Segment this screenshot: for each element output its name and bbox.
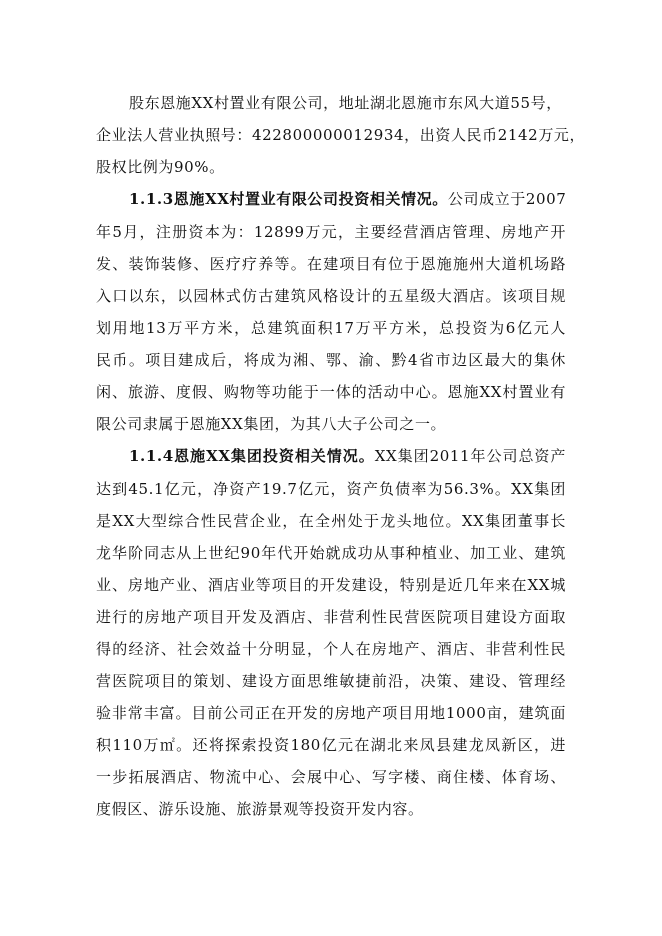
section-1-1-3-line: 划用地13万平方米，总建筑面积17万平方米，总投资为6亿元人 [96, 319, 566, 337]
section-1-1-4-line: 达到45.1亿元，净资产19.7亿元，资产负债率为56.3%。XX集团 [96, 480, 566, 498]
section-1-1-4-line: 得的经济、社会效益十分明显，个人在房地产、酒店、非营利性民 [96, 640, 566, 658]
section-1-1-3-line: 民币。项目建成后，将成为湘、鄂、渝、黔4省市边区最大的集休 [96, 351, 566, 369]
section-1-1-3-first-line-rest: 公司成立于2007 [447, 190, 567, 208]
section-1-1-4-line: 龙华阶同志从上世纪90年代开始就成功从事种植业、加工业、建筑 [96, 544, 566, 562]
section-1-1-4-heading: 1.1.4恩施XX集团投资相关情况。 [129, 447, 375, 465]
shareholder-line-2: 企业法人营业执照号：422800000012934，出资人民币2142万元， [96, 126, 586, 144]
section-1-1-4-line: 一步拓展酒店、物流中心、会展中心、写字楼、商住楼、体育场、 [96, 768, 566, 786]
section-1-1-3-line: 闲、旅游、度假、购物等功能于一体的活动中心。恩施XX村置业有 [96, 383, 566, 401]
section-1-1-4-line: 进行的房地产项目开发及酒店、非营利性民营医院项目建设方面取 [96, 608, 566, 626]
section-1-1-4-line: 业、房地产业、酒店业等项目的开发建设，特别是近几年来在XX城 [96, 576, 566, 594]
section-1-1-3-heading: 1.1.3恩施XX村置业有限公司投资相关情况。 [129, 190, 448, 208]
section-1-1-4-line: 度假区、游乐设施、旅游景观等投资开发内容。 [96, 800, 424, 818]
section-1-1-4-line: 营医院项目的策划、建设方面思维敏捷前沿，决策、建设、管理经 [96, 672, 566, 690]
section-1-1-4-first-line [129, 446, 566, 466]
shareholder-line-3: 股权比例为90%。 [96, 158, 225, 176]
section-1-1-3-first-line [129, 189, 566, 209]
section-1-1-3-line: 发、装饰装修、医疗疗养等。在建项目有位于恩施施州大道机场路 [96, 255, 566, 273]
shareholder-line-1: 股东恩施XX村置业有限公司，地址湖北恩施市东风大道55号， [129, 94, 562, 112]
section-1-1-3-line: 限公司隶属于恩施XX集团，为其八大子公司之一。 [96, 415, 447, 433]
section-1-1-4-first-line-rest: XX集团2011年公司总资产 [374, 447, 566, 465]
section-1-1-3-line: 年5月，注册资本为：12899万元，主要经营酒店管理、房地产开 [96, 223, 566, 241]
section-1-1-3-line: 入口以东，以园林式仿古建筑风格设计的五星级大酒店。该项目规 [96, 287, 566, 305]
section-1-1-4-line: 验非常丰富。目前公司正在开发的房地产项目用地1000亩，建筑面 [96, 704, 566, 722]
section-1-1-4-line: 积110万㎡。还将探索投资180亿元在湖北来凤县建龙凤新区，进 [96, 736, 566, 754]
section-1-1-4-line: 是XX大型综合性民营企业，在全州处于龙头地位。XX集团董事长 [96, 512, 566, 530]
